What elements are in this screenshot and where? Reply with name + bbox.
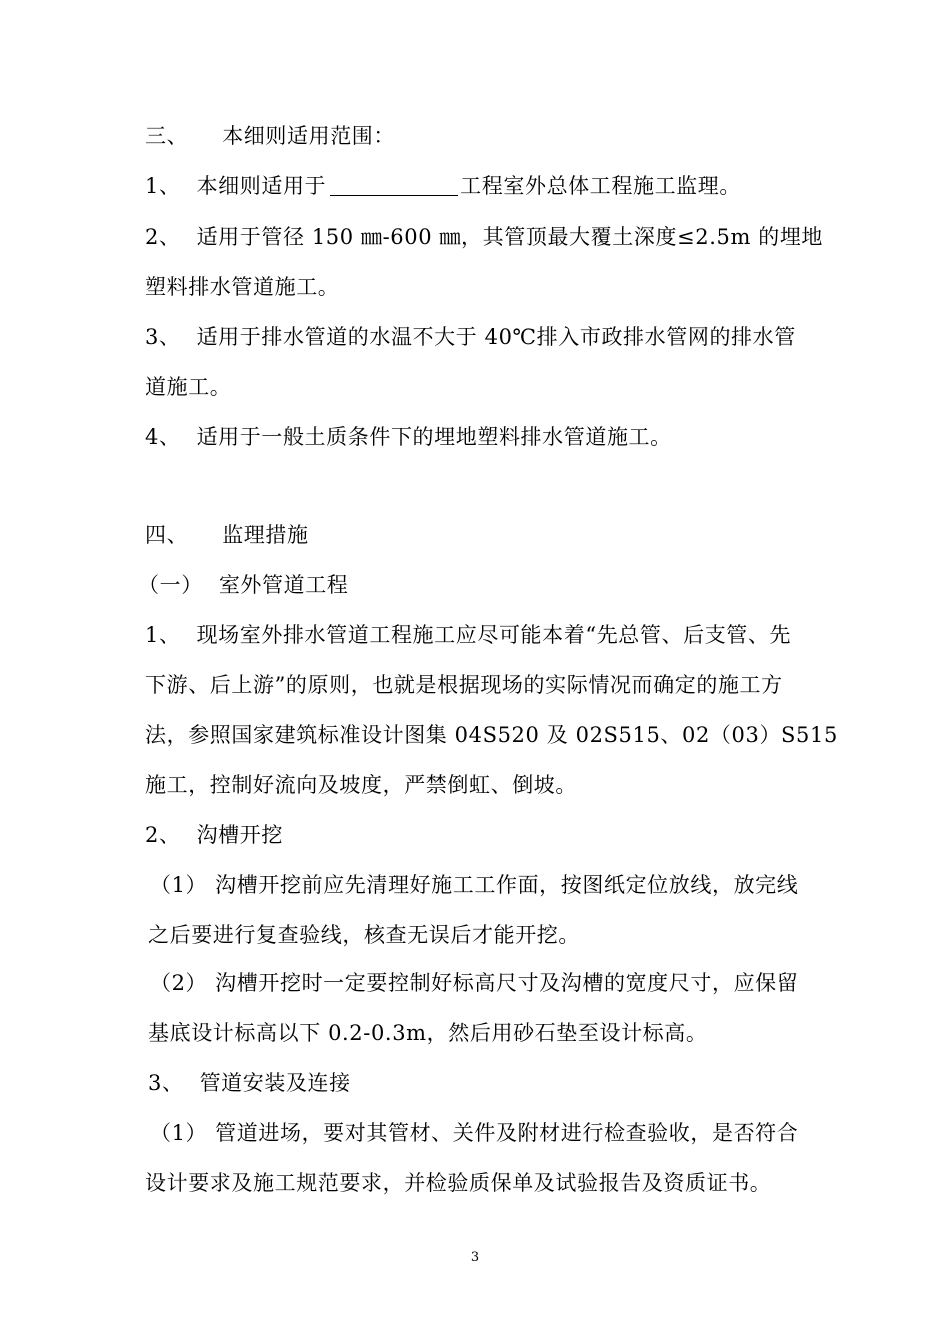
page-number: 3 [470, 1250, 480, 1265]
section4-heading-text: 监理措施 [222, 523, 309, 547]
section4-item3-p1-line2: 设计要求及施工规范要求，并检验质保单及试验报告及资质证书。 [145, 1171, 772, 1195]
section4-heading [145, 520, 815, 550]
blank-underline [330, 173, 458, 196]
section4-heading-num: 四、 [145, 523, 189, 547]
section4-item3-text: 管道安装及连接 [199, 1071, 351, 1095]
section4-item2-p2-line2: 基底设计标高以下 0.2-0.3m，然后用砂石垫至设计标高。 [148, 1021, 708, 1045]
section4-item2-p2-line1 [150, 968, 820, 998]
section4-item2-p1-line1 [150, 870, 820, 900]
section3-heading [145, 121, 815, 151]
section3-item4 [145, 422, 815, 452]
section4-item1-line3: 法，参照国家建筑标准设计图集 04S520 及 02S515、02（03）S515 [145, 723, 838, 747]
section3-heading-text: 本细则适用范围： [222, 124, 396, 148]
section4-item2-p2-text1: 沟槽开挖时一定要控制好标高尺寸及沟槽的宽度尺寸，应保留 [215, 971, 799, 995]
section4-sub1-text: 室外管道工程 [218, 573, 349, 597]
section4-item1-text1: 现场室外排水管道工程施工应尽可能本着“先总管、后支管、先 [196, 623, 792, 647]
section4-item1-num: 1、 [145, 623, 181, 647]
section3-item2-line2: 塑料排水管道施工。 [145, 275, 340, 299]
section4-item3-heading [148, 1068, 818, 1098]
section3-item3-num: 3、 [145, 325, 181, 349]
section3-item1-after: 工程室外总体工程施工监理。 [460, 174, 741, 198]
section4-item2-num: 2、 [145, 823, 181, 847]
section4-item3-p1-text1: 管道进场，要对其管材、关件及附材进行检查验收，是否符合 [215, 1121, 799, 1145]
section4-item2-p1-line2: 之后要进行复查验线，核查无误后才能开挖。 [148, 923, 580, 947]
section3-item2-line1 [145, 222, 824, 252]
section4-sub1 [138, 570, 808, 600]
section4-item3-num: 3、 [148, 1071, 184, 1095]
section3-heading-num: 三、 [145, 124, 189, 148]
section4-sub1-num: （一） [138, 573, 203, 597]
section3-item3-text1: 适用于排水管道的水温不大于 40℃排入市政排水管网的排水管 [196, 325, 796, 349]
section3-item4-text: 适用于一般土质条件下的埋地塑料排水管道施工。 [196, 425, 672, 449]
section3-item3-line1 [145, 322, 815, 352]
section4-item2-p1-text1: 沟槽开挖前应先清理好施工工作面，按图纸定位放线，放完线 [215, 873, 799, 897]
section3-item3-line2: 道施工。 [145, 375, 232, 399]
section3-item4-num: 4、 [145, 425, 181, 449]
section4-item1-line1 [145, 620, 815, 650]
section3-item2-text1: 适用于管径 150 ㎜-600 ㎜，其管顶最大覆土深度≤2.5m 的埋地 [196, 225, 824, 249]
section4-item2-text: 沟槽开挖 [196, 823, 283, 847]
section3-item1-before: 本细则适用于 [196, 174, 327, 198]
section4-item2-p2-num: （2） [150, 971, 208, 995]
section3-item1-num: 1、 [145, 174, 181, 198]
section4-item1-line4: 施工，控制好流向及坡度，严禁倒虹、倒坡。 [145, 773, 577, 797]
section4-item1-line2: 下游、后上游”的原则，也就是根据现场的实际情况而确定的施工方 [145, 673, 783, 697]
section4-item3-p1-num: （1） [150, 1121, 208, 1145]
section3-item1 [145, 171, 815, 201]
section3-item2-num: 2、 [145, 225, 181, 249]
section4-item3-p1-line1 [150, 1118, 820, 1148]
section4-item2-p1-num: （1） [150, 873, 208, 897]
section4-item2-heading [145, 820, 815, 850]
